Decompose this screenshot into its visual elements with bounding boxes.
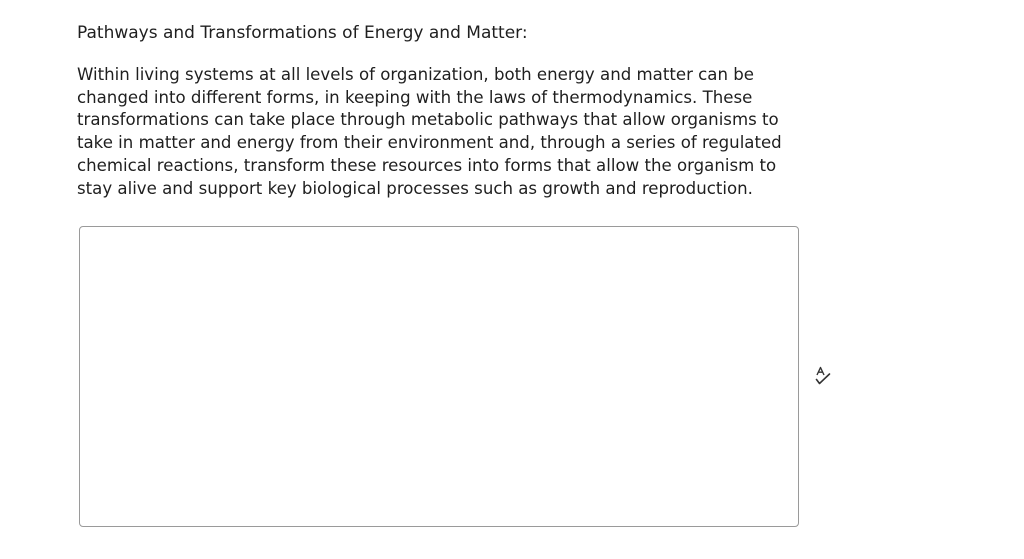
- paragraph-line: Within living systems at all levels of organization, both energy and matter can be: [77, 65, 754, 84]
- paragraph-line: chemical reactions, transform these resources into forms that allow the organism to: [77, 155, 777, 175]
- answer-text-area[interactable]: [79, 226, 799, 527]
- question-heading: Pathways and Transformations of Energy and Matter:: [77, 23, 528, 43]
- question-paragraph: [77, 64, 817, 200]
- spell-check-glyph: [814, 366, 832, 386]
- spell-check-icon[interactable]: [814, 366, 832, 386]
- paragraph-line: stay alive and support key biological processes such as growth and reproduction.: [77, 178, 753, 198]
- paragraph-line: changed into different forms, in keeping with the laws of thermodynamics. These: [77, 87, 753, 107]
- paragraph-line: transformations can take place through metabolic pathways that allow organisms to: [77, 110, 779, 130]
- paragraph-line: take in matter and energy from their environment and, through a series of regulated: [77, 133, 782, 153]
